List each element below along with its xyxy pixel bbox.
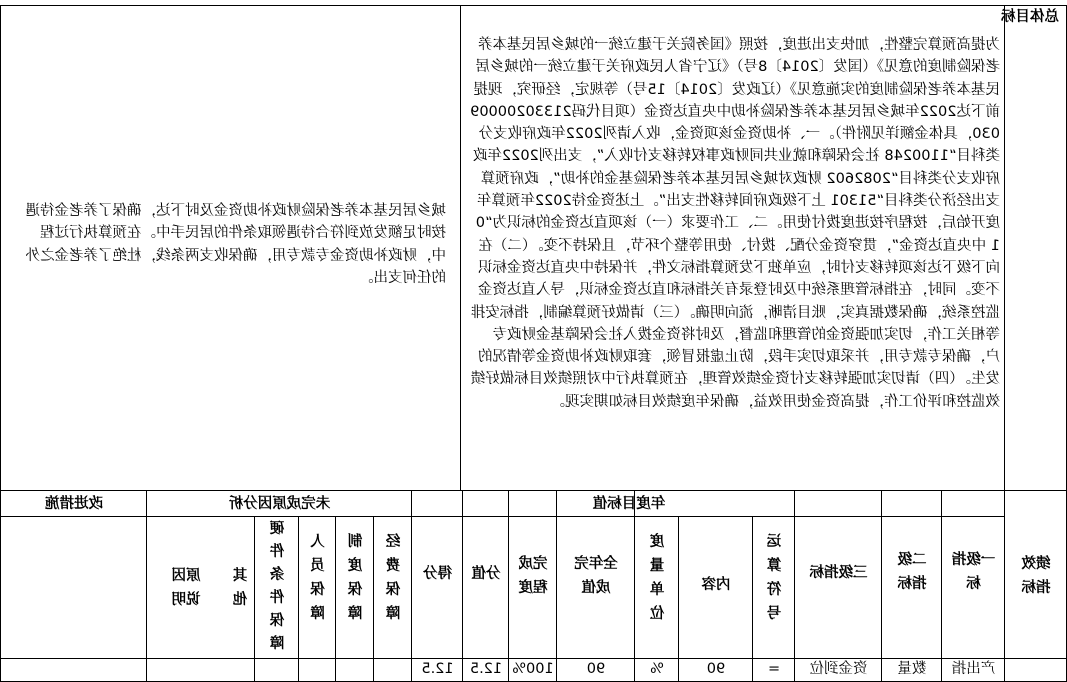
row-operator: = [767,661,781,677]
row-full-year-done: 90 [586,661,606,677]
reason-analysis-header: 未完成原因分析 [228,496,331,512]
score-header: 得分 [423,566,452,582]
funding-label: 经费保障 [385,534,401,622]
level2-header [882,548,942,596]
goal-text: 为提高预算完整性，加快支出进度，按照《国务院关于建立统一的城乡居民基本养老保险制度的意见》（国发〔2014〕8号）《辽宁省人民政府关于建立统一的城乡居民基本养老保险制度的实施意见》（辽政发〔2014〕15号）等规定，经研究，现提前下达2022年城乡居民基本养老保险补助中央直达资金（项目代码21330200009030，具体金额详见附件）。一、补助资金该项资金，收入请列2022年政府收支分类科目“1100248 社会保障和就业共同财政事权转移支付收入”，支出列2022年政府收支分类科目“2082602 财政对城乡居民基本养老保险基金的补助”，政府预算支出经济分类科目“51301 上下级政府间转移性支出”。上述资金待2022年预算年度开始后，按程序按进度拨付使用。二、工作要求（一）该项直达资金的标识为“01 中央直达资金”，贯穿资金分配、拨付、使用等整个环节，且保持不变。（二）在向下级下达该项转移支付时，应单独下发预算指标文件，并保持中央直达资金标识不变。同时，在指标管理系统中及时登录有关指标和直达资金标识，导入直达资金监控系统，确保数据真实，账目清晰，流向明确。（三）请做好预算编制，指标安排等相关工作，切实加强资金的管理和监督，及时将资金拨入社会保障基金财政专户，确保专款专用，并采取切实手段，防止虚报冒领，套取财政补助资金等情况的发生。（四）请切实加强转移支付资金绩效管理，在预算执行中对照绩效目标做好绩效监控和评价工作，提高资金使用效益，确保年度绩效目标如期实现。 [470,37,1000,410]
grid-line [0,5,1,682]
other-header [225,564,255,612]
overall-goal-label: 总体目标 [1001,9,1059,25]
grid-line [0,516,1005,517]
grid-line [460,5,461,490]
row-weight: 12.5 [469,661,503,677]
hardware-label: 硬件条件保障 [269,521,285,652]
grid-line [0,490,1067,491]
level1-label: 一级指标 [951,552,996,592]
level2-label: 二级指标 [897,552,927,592]
perf-indicator-header [1005,552,1067,600]
grid-line [0,5,1067,6]
weight-header: 分值 [471,566,501,582]
hardware-header [255,518,299,656]
operator-label: 运算符号 [766,534,782,622]
completion-text: 城乡居民基本养老保险财政补助资金及时下达，确保了养老金待遇按时足额发放到符合待遇领取条件的居民手中。在预算执行过程中，财政补助资金专款专用，确保收支两条线，杜绝了养老金之外的任何支出。 [25,203,446,286]
system-header [336,530,374,626]
row-content: 90 [706,661,726,677]
operator-header [753,530,795,626]
reason-note-header [147,564,225,612]
done-degree-label: 完成程度 [518,556,548,596]
reason-note-label: 原因说明 [171,568,201,608]
unit-header [635,530,679,626]
personnel-header [299,530,336,626]
row-unit: % [650,661,664,677]
row-level2: 数量 [897,661,927,677]
content-header: 内容 [701,577,731,593]
full-year-done-label: 全年完成值 [574,556,618,596]
grid-line [462,490,463,682]
unit-label: 度量单位 [649,534,665,622]
improvement-header: 改进措施 [45,496,103,512]
perf-indicator-label: 绩效指标 [1021,556,1051,596]
row-level1: 产出指 [951,661,996,677]
row-score: 12.5 [421,661,454,677]
funding-header [374,530,412,626]
row-level3: 资金到位 [809,661,868,677]
row-done-degree: 100% [512,661,554,677]
level3-header: 三级指标 [809,565,868,581]
personnel-label: 人员保障 [310,534,325,622]
system-label: 制度保障 [347,534,363,622]
done-degree-header [509,552,557,600]
other-label: 其他 [232,568,248,608]
full-year-done-header [557,552,635,600]
annual-target-header: 年度目标值 [592,496,666,512]
level1-header [942,548,1005,596]
